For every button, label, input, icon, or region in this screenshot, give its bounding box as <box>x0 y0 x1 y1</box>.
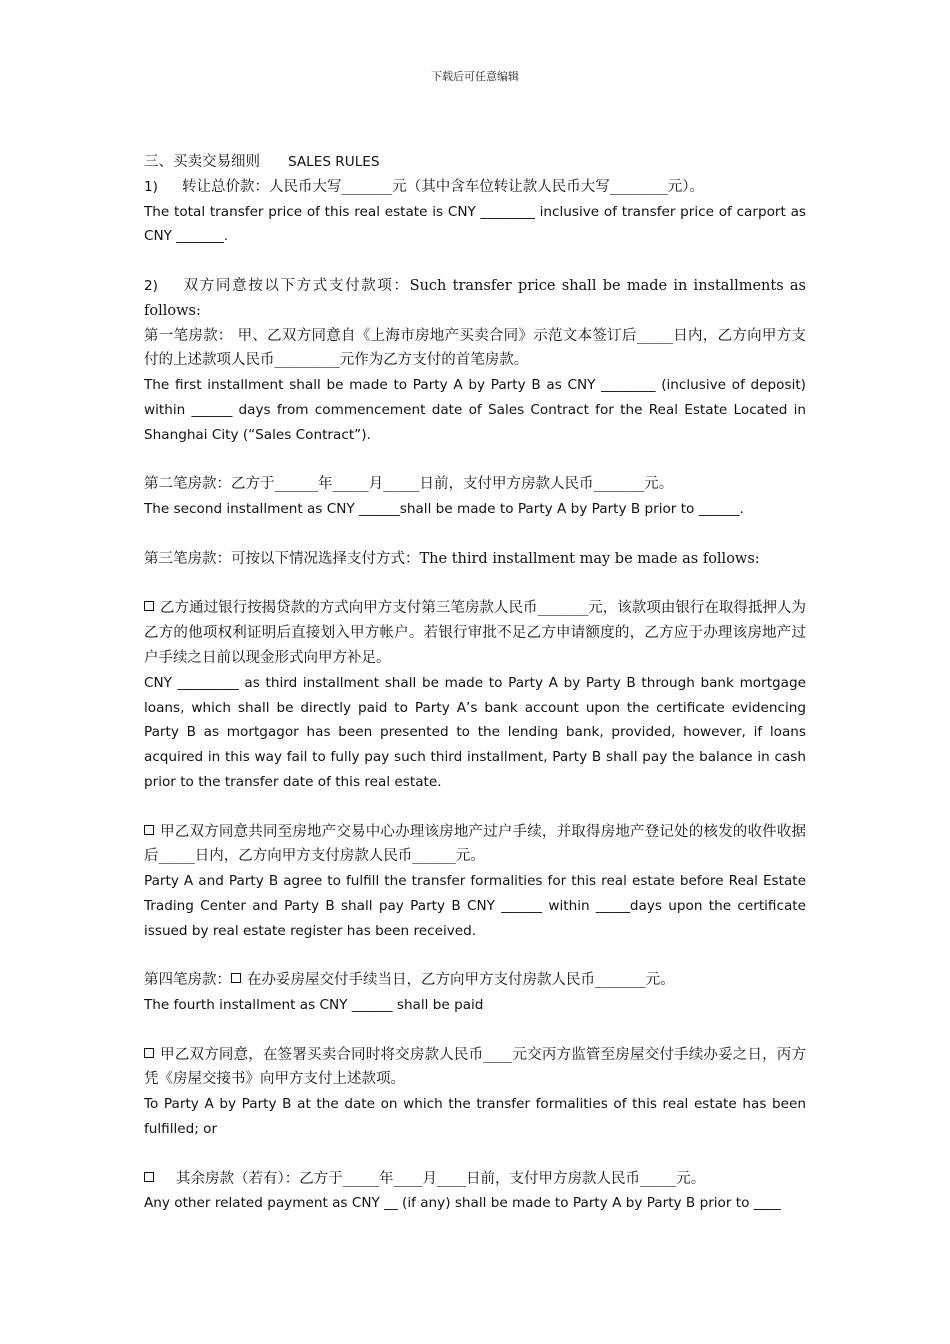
item-1-zh-text: 转让总价款：人民币大写_______元（其中含车位转让款人民币大写________元）。 <box>182 178 704 195</box>
spacer <box>144 522 806 547</box>
option-escrow-en: To Party A by Party B at the date on which the transfer formalities of this real estate has been fulfilled; or <box>144 1096 806 1138</box>
checkbox-escrow[interactable] <box>144 1048 154 1058</box>
section-title-en: SALES RULES <box>288 154 380 170</box>
item-2-text: 双方同意按以下方式支付款项：Such transfer price shall be made in installments as follows: <box>144 277 806 319</box>
checkbox-bank-mortgage[interactable] <box>144 601 154 611</box>
option-escrow-zh <box>144 1043 806 1093</box>
item-1-number: 1) <box>144 178 158 195</box>
spacer <box>144 572 806 597</box>
fourth-installment-zh-text: 在办妥房屋交付手续当日，乙方向甲方支付房款人民币_______元。 <box>247 972 675 989</box>
first-installment-en: The first installment shall be made to Party A by Party B as CNY ________ (inclusive of deposit) within ______ days from commencement date of Sales Contract for the Real Estate Located in Shanghai City (“Sales Contract”). <box>144 377 806 443</box>
option-bank-mortgage-en: CNY _________ as third installment shall be made to Party A by Party B through bank mortgage loans, which shall be directly paid to Party A’s bank account upon the certificate evidencing Party B as mortgagor has been presented to the lending bank, provided, however, if loans acquired in this way fail to fully pay such third installment, Party B shall pay the balance in cash prior to the transfer date of this real estate. <box>144 674 806 790</box>
spacer <box>144 448 806 473</box>
other-payment-zh <box>144 1167 806 1192</box>
spacer <box>144 1018 806 1043</box>
fourth-installment-label: 第四笔房款： <box>144 972 231 989</box>
item-1-zh <box>144 175 806 200</box>
checkbox-fourth-installment[interactable] <box>231 973 241 983</box>
option-transfer-formalities-zh-text: 甲乙双方同意共同至房地产交易中心办理该房地产过户手续，并取得房地产登记处的核发的收件收据后_____日内，乙方向甲方支付房款人民币______元。 <box>144 823 806 865</box>
checkbox-transfer-formalities[interactable] <box>144 825 154 835</box>
third-installment-intro: 第三笔房款：可按以下情况选择支付方式：The third installment may be made as follows: <box>144 550 760 567</box>
fourth-installment-zh <box>144 968 806 993</box>
page-header: 下载后可任意编辑 <box>431 70 519 83</box>
spacer <box>144 795 806 820</box>
first-installment-zh: 第一笔房款： 甲、乙双方同意自《上海市房地产买卖合同》示范文本签订后_____日内，乙方向甲方支付的上述款项人民币_________元作为乙方支付的首笔房款。 <box>144 327 806 369</box>
item-2-number: 2) <box>144 277 158 294</box>
item-1-en: The total transfer price of this real estate is CNY ________ inclusive of transfer price of carport as CNY _______. <box>144 203 806 245</box>
fourth-installment-en: The fourth installment as CNY ______ shall be paid <box>144 997 484 1014</box>
item-2 <box>144 274 806 324</box>
option-transfer-formalities-zh <box>144 820 806 870</box>
spacer <box>144 944 806 969</box>
second-installment-zh: 第二笔房款：乙方于______年_____月_____日前，支付甲方房款人民币_______元。 <box>144 476 674 493</box>
spacer <box>144 249 806 274</box>
other-payment-zh-text: 其余房款（若有）：乙方于_____年____月____日前，支付甲方房款人民币_____元。 <box>176 1170 706 1187</box>
spacer <box>144 1142 806 1167</box>
checkbox-other-payment[interactable] <box>144 1172 154 1182</box>
section-title-zh: 三、买卖交易细则 <box>144 154 260 170</box>
option-bank-mortgage-zh <box>144 596 806 670</box>
document-body <box>144 150 806 1216</box>
second-installment-en: The second installment as CNY ______shall be made to Party A by Party B prior to ______. <box>144 501 744 518</box>
section-title <box>144 150 806 175</box>
other-payment-en: Any other related payment as CNY __ (if any) shall be made to Party A by Party B prior to ____ <box>144 1195 781 1212</box>
option-bank-mortgage-zh-text: 乙方通过银行按揭贷款的方式向甲方支付第三笔房款人民币_______元，该款项由银行在取得抵押人为乙方的他项权利证明后直接划入甲方帐户。若银行审批不足乙方申请额度的，乙方应于办理该房地产过户手续之日前以现金形式向甲方补足。 <box>144 600 806 666</box>
option-escrow-zh-text: 甲乙双方同意，在签署买卖合同时将交房款人民币____元交丙方监管至房屋交付手续办妥之日，丙方凭《房屋交接书》向甲方支付上述款项。 <box>144 1046 806 1088</box>
option-transfer-formalities-en: Party A and Party B agree to fulfill the transfer formalities for this real estate before Real Estate Trading Center and Party B shall pay Party B CNY ______ within _____days upon the certificate issued by real estate register has been received. <box>144 873 806 939</box>
